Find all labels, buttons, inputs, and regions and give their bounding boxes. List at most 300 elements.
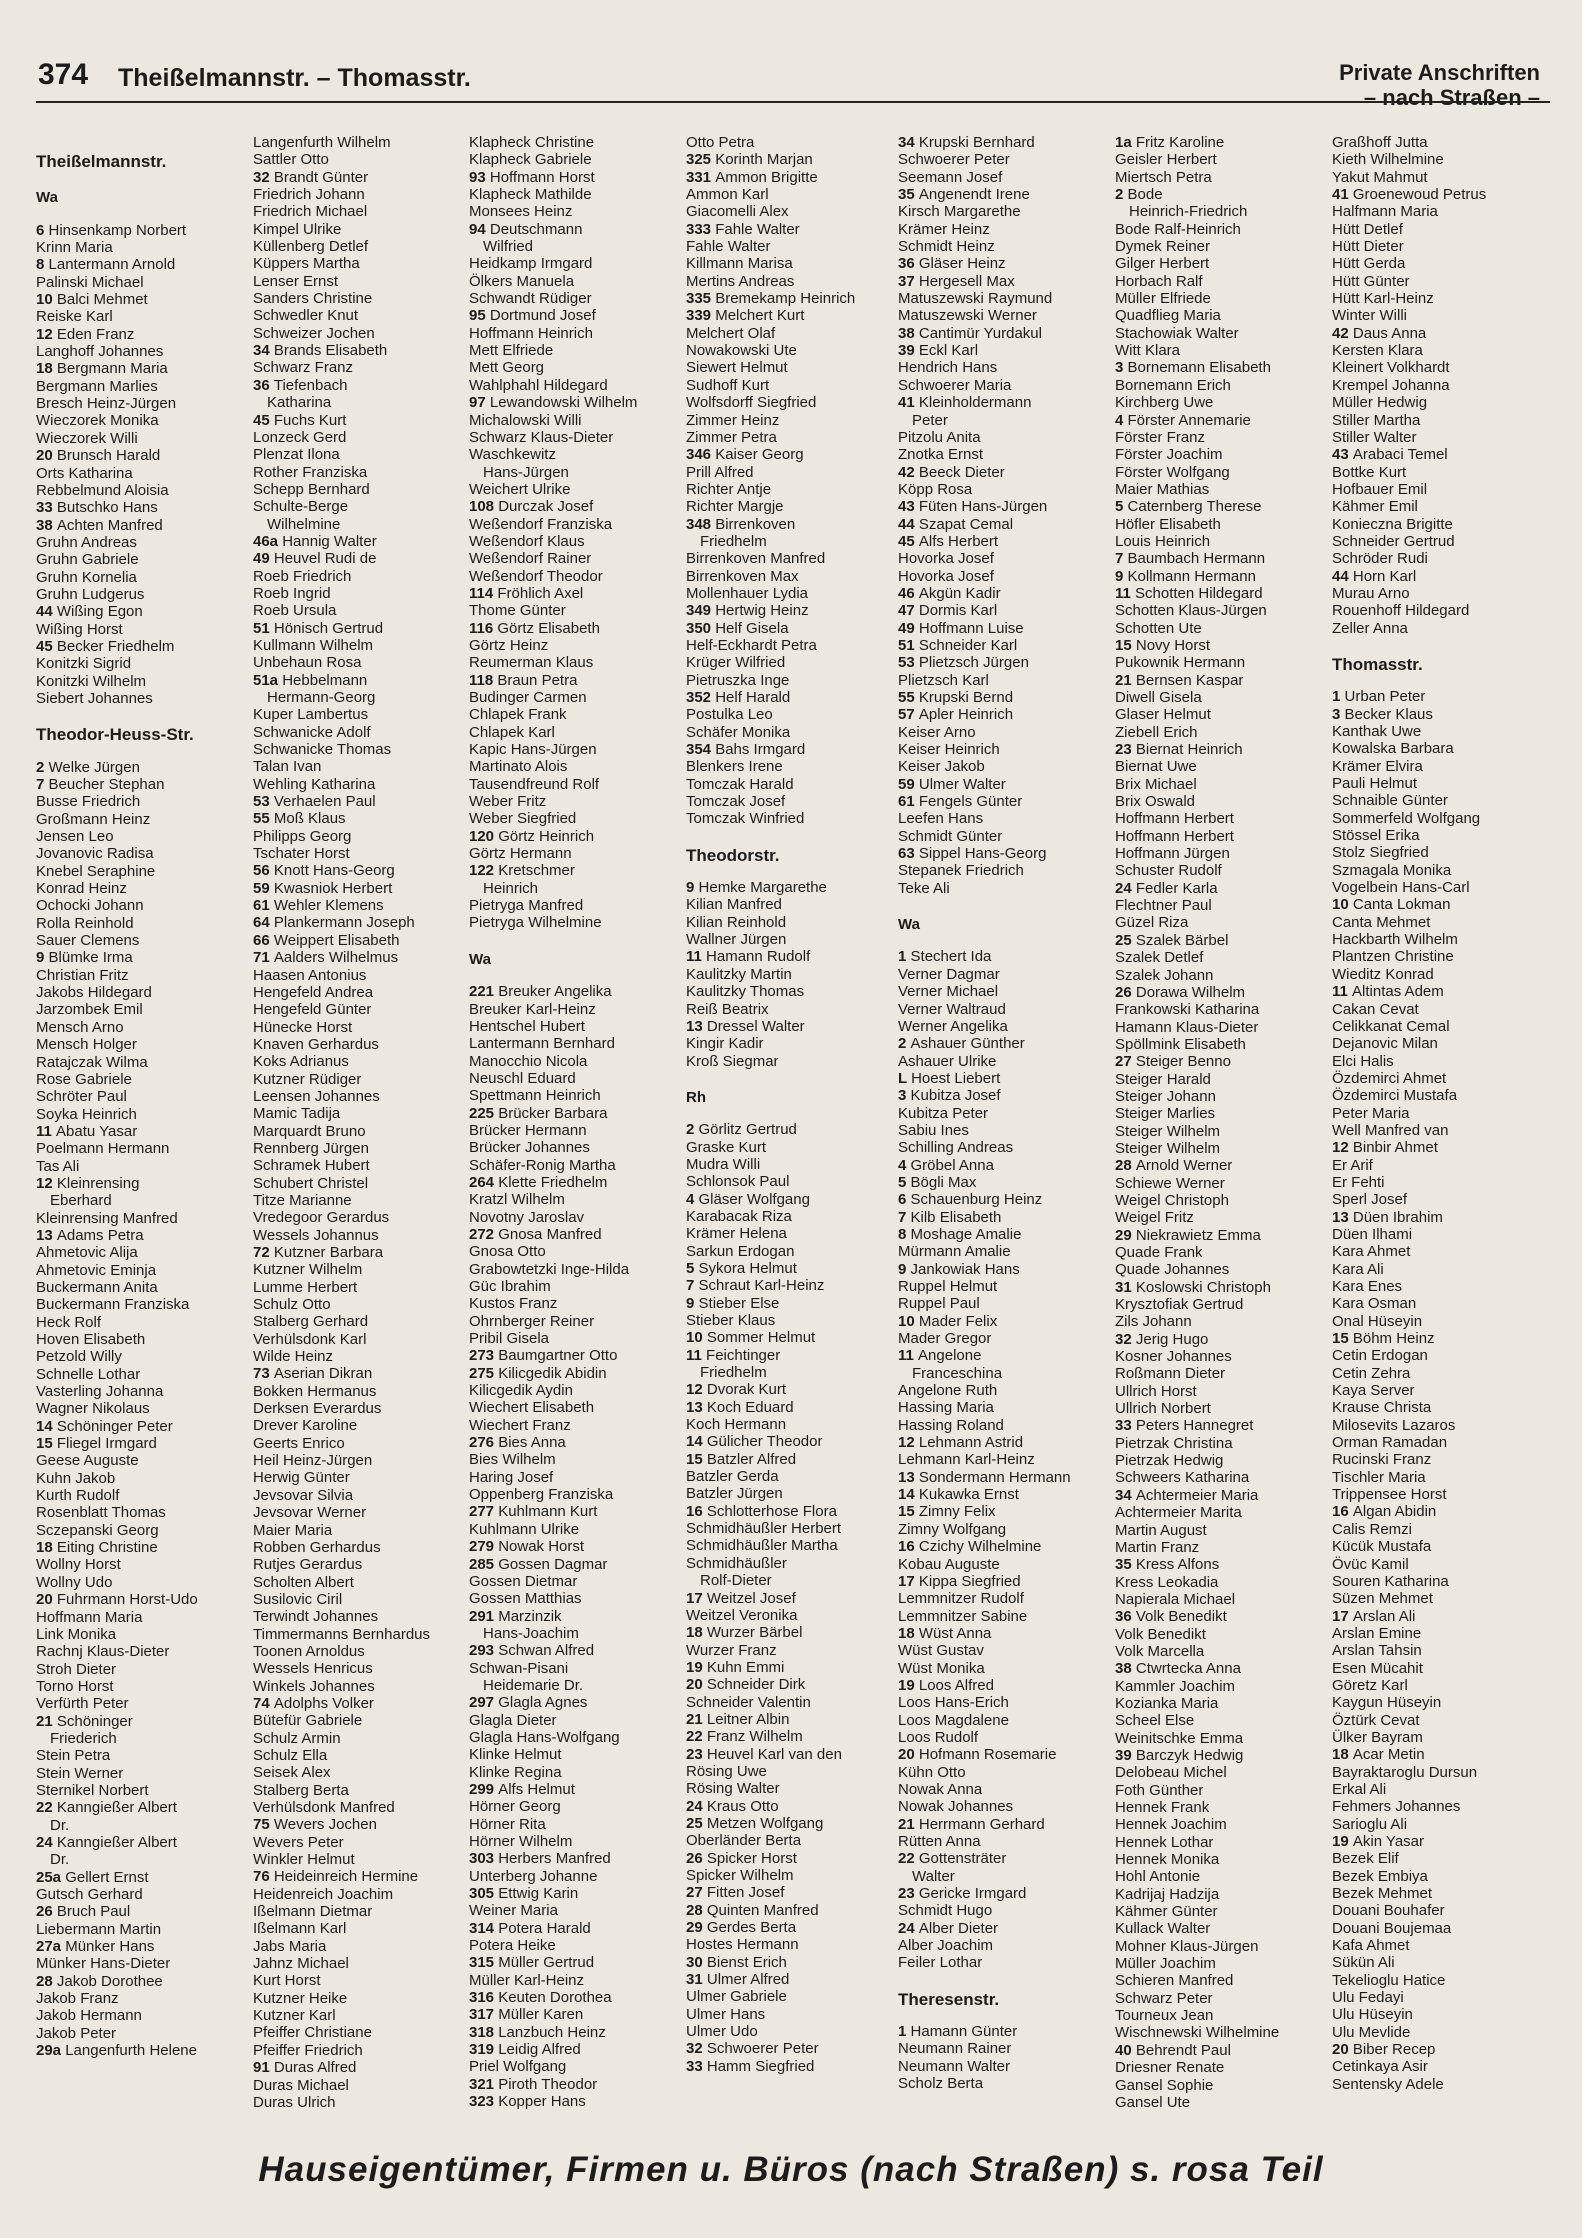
resident-name: Kanngießer Albert [56, 1833, 177, 1851]
resident-entry [1332, 1608, 1542, 1625]
resident-name: Helf Harald [715, 689, 791, 706]
resident-name: Rucinski Franz [1332, 1451, 1432, 1469]
resident-entry [1115, 932, 1325, 949]
resident-name: Lemmnitzer Rudolf [898, 1590, 1024, 1608]
resident-entry [1115, 221, 1325, 238]
resident-name: Verner Michael [898, 983, 999, 1001]
spacer [1332, 637, 1542, 652]
resident-entry [1115, 1816, 1325, 1833]
resident-name: Keiser Heinrich [898, 741, 1000, 759]
resident-name: Förster Franz [1115, 428, 1206, 446]
resident-entry [1115, 1192, 1325, 1209]
resident-name: Bruch Paul [56, 1903, 131, 1921]
resident-entry [1115, 1522, 1325, 1539]
resident-name: Arslan Emine [1332, 1624, 1422, 1642]
resident-entry [253, 1782, 463, 1799]
resident-name: Schöninger Peter [56, 1417, 173, 1435]
resident-name: Cantimür Yurdakul [918, 324, 1042, 342]
resident-name: Orts Katharina [36, 464, 133, 482]
resident-entry [36, 1383, 246, 1400]
resident-name: Chlapek Karl [469, 723, 555, 741]
resident-name: Krause Christa [1332, 1399, 1432, 1417]
resident-name: Brücker Barbara [498, 1104, 608, 1122]
resident-name: Mett Elfriede [469, 342, 554, 360]
resident-name: Driesner Renate [1115, 2059, 1225, 2077]
resident-entry [1332, 1070, 1542, 1087]
resident-name: Müller Hedwig [1332, 394, 1428, 412]
resident-name: Reiske Karl [36, 308, 113, 326]
resident-entry [686, 1555, 896, 1572]
house-number: 43 [898, 498, 919, 516]
resident-name: Weigel Christoph [1115, 1191, 1229, 1209]
resident-name: Aalders Wilhelmus [273, 949, 399, 967]
resident-name: Rose Gabriele [36, 1070, 132, 1088]
resident-entry [1332, 2058, 1542, 2075]
resident-name: Mader Felix [918, 1312, 998, 1330]
resident-entry [686, 620, 896, 637]
resident-name: Torno Horst [36, 1677, 114, 1695]
resident-name: Wieditz Konrad [1332, 965, 1434, 983]
directory-column-3 [469, 134, 679, 2111]
resident-name: Sternikel Norbert [36, 1781, 149, 1799]
resident-entry [253, 914, 463, 931]
resident-name: Zeller Anna [1332, 619, 1408, 637]
resident-entry [898, 1538, 1108, 1555]
resident-entry [469, 221, 679, 238]
resident-entry [36, 621, 246, 638]
resident-name: Konrad Heinz [36, 880, 127, 898]
resident-name: Birrenkoven [715, 515, 796, 533]
resident-name: Hofmann Rosemarie [918, 1746, 1057, 1764]
resident-entry [898, 810, 1108, 827]
resident-entry [469, 498, 679, 515]
house-number: 37 [898, 272, 919, 290]
resident-entry [469, 1382, 679, 1399]
resident-entry [253, 1504, 463, 1521]
resident-entry [36, 949, 246, 966]
directory-column-7 [1332, 134, 1542, 2093]
house-number: 317 [469, 2006, 499, 2024]
house-number: 5 [1115, 498, 1128, 516]
resident-entry [1115, 342, 1325, 359]
resident-name: Wevers Jochen [273, 1816, 377, 1834]
resident-entry [253, 1816, 463, 1833]
spacer [898, 897, 1108, 912]
resident-name: Szapat Cemal [918, 515, 1014, 533]
resident-entry [1332, 1417, 1542, 1434]
resident-entry [1115, 412, 1325, 429]
resident-name: Quade Frank [1115, 1244, 1203, 1261]
house-number: 25a [36, 1868, 66, 1886]
resident-name: Hamann Klaus-Dieter [1115, 1018, 1259, 1036]
house-number: 1 [1332, 688, 1345, 706]
resident-entry [686, 672, 896, 689]
resident-continuation [686, 1364, 896, 1381]
house-number: 25 [1115, 931, 1136, 949]
resident-entry [469, 203, 679, 220]
house-number: 13 [686, 1017, 707, 1035]
resident-entry [1115, 1886, 1325, 1903]
resident-entry [253, 602, 463, 619]
resident-entry [686, 481, 896, 498]
resident-continuation [898, 1868, 1108, 1885]
resident-name: Arnold Werner [1135, 1157, 1233, 1175]
resident-name: Barczyk Hedwig [1135, 1746, 1244, 1764]
resident-name: Schuster Rudolf [1115, 862, 1222, 880]
resident-entry [1115, 689, 1325, 706]
resident-name: Leefen Hans [898, 810, 984, 828]
resident-name: Rütten Anna [898, 1833, 981, 1850]
resident-entry [898, 2058, 1108, 2075]
resident-entry [469, 983, 679, 1000]
resident-entry [898, 307, 1108, 324]
resident-entry [36, 1626, 246, 1643]
resident-entry [686, 1815, 896, 1832]
house-number: 299 [469, 1780, 499, 1798]
resident-name: Fuhrmann Horst-Udo [56, 1591, 198, 1609]
house-number: 32 [1115, 1330, 1136, 1348]
house-number: 20 [898, 1746, 919, 1764]
resident-entry [36, 1435, 246, 1452]
resident-entry [686, 1312, 896, 1329]
resident-name: Kilicgedik Abidin [498, 1364, 607, 1382]
house-number: 5 [686, 1259, 699, 1277]
house-number: 21 [36, 1712, 57, 1730]
resident-name: Öztürk Cevat [1332, 1711, 1420, 1729]
resident-entry [469, 2076, 679, 2093]
resident-name: Foth Günther [1115, 1781, 1204, 1799]
resident-name: Kähmer Emil [1332, 498, 1418, 516]
resident-name: Kutzner Wilhelm [253, 1261, 363, 1279]
resident-entry [469, 1660, 679, 1677]
resident-entry [1115, 1123, 1325, 1140]
spacer [469, 932, 679, 947]
resident-name: Wieczorek Willi [36, 429, 138, 447]
resident-name: Weinitschke Emma [1115, 1729, 1244, 1747]
resident-entry [1115, 654, 1325, 671]
resident-entry [1115, 1920, 1325, 1937]
resident-entry [1332, 2006, 1542, 2023]
resident-name: Tschater Horst [253, 845, 350, 863]
resident-entry [253, 1938, 463, 1955]
resident-name: Jerig Hugo [1135, 1330, 1209, 1348]
resident-entry [469, 1781, 679, 1798]
house-number: 73 [253, 1365, 274, 1383]
resident-name: Lehmann Karl-Heinz [898, 1451, 1035, 1469]
resident-entry [686, 758, 896, 775]
resident-entry [253, 1071, 463, 1088]
resident-name: Tekelioglu Hatice [1332, 1971, 1446, 1989]
resident-name: Gnosa Manfred [498, 1225, 602, 1243]
resident-name: Haring Josef [469, 1468, 554, 1486]
resident-name: Durczak Josef [498, 498, 594, 516]
resident-entry [1332, 307, 1542, 324]
resident-entry [686, 1746, 896, 1763]
house-number: 34 [253, 342, 274, 360]
resident-name: Pietrzak Hedwig [1115, 1452, 1224, 1470]
resident-entry [898, 1417, 1108, 1434]
resident-name: Kara Osman [1332, 1295, 1417, 1313]
resident-name: Schweers Katharina [1115, 1469, 1250, 1487]
resident-name: Esen Mücahit [1332, 1659, 1423, 1677]
resident-entry [686, 689, 896, 706]
footer-note: Hauseigentümer, Firmen u. Büros (nach Straßen) s. rosa Teil [258, 2150, 1324, 2189]
resident-entry [36, 655, 246, 672]
resident-entry [253, 1608, 463, 1625]
resident-name: Tomczak Winfried [686, 810, 805, 828]
house-number: 8 [898, 1225, 911, 1243]
resident-entry [253, 1591, 463, 1608]
resident-name: Kippa Siegfried [918, 1572, 1021, 1590]
resident-name: Tas Ali [36, 1157, 80, 1175]
resident-entry [1332, 983, 1542, 1000]
resident-name: Schäfer Monika [686, 723, 791, 741]
resident-name: Wessels Henricus [253, 1660, 373, 1678]
resident-name: Hoffmann Jürgen [1115, 845, 1230, 863]
resident-entry [898, 186, 1108, 203]
resident-name: Szmagala Monika [1332, 861, 1452, 879]
resident-name: Pukownik Hermann [1115, 654, 1246, 672]
resident-entry [253, 1053, 463, 1070]
resident-name: Cakan Cevat [1332, 1000, 1419, 1018]
resident-entry [1115, 134, 1325, 151]
resident-name: Weigel Fritz [1115, 1209, 1194, 1227]
resident-entry [1332, 1729, 1542, 1746]
resident-name: Kleinert Volkhardt [1332, 359, 1450, 377]
resident-name: Spicker Horst [706, 1849, 797, 1867]
resident-entry [469, 342, 679, 359]
spacer [36, 707, 246, 722]
resident-name: Wiechert Franz [469, 1416, 571, 1434]
resident-entry [469, 429, 679, 446]
resident-name: Bahs Irmgard [715, 741, 806, 759]
resident-entry [898, 1087, 1108, 1104]
resident-entry [469, 1989, 679, 2006]
resident-entry [1332, 1972, 1542, 1989]
resident-name: Aserian Dikran [273, 1365, 373, 1383]
resident-entry [253, 1279, 463, 1296]
resident-name: Ullrich Horst [1115, 1382, 1197, 1400]
resident-entry [898, 689, 1108, 706]
resident-entry [686, 1936, 896, 1953]
resident-name: Weiner Maria [469, 1902, 558, 1920]
resident-name: Matuszewski Werner [898, 307, 1037, 325]
resident-name: Herrmann Gerhard [918, 1815, 1045, 1833]
house-number: 2 [898, 1035, 911, 1053]
resident-entry [469, 1295, 679, 1312]
resident-name: Küppers Martha [253, 255, 360, 273]
house-number: 18 [686, 1624, 707, 1642]
resident-name: Lantermann Bernhard [469, 1035, 615, 1053]
resident-entry [898, 1053, 1108, 1070]
resident-name: Orman Ramadan [1332, 1434, 1448, 1452]
resident-name: Konitzki Wilhelm [36, 672, 147, 690]
resident-entry [36, 1470, 246, 1487]
resident-name: Seisek Alex [253, 1764, 331, 1782]
resident-name: Graske Kurt [686, 1138, 767, 1156]
house-number: 225 [469, 1104, 499, 1122]
resident-name: Roeb Friedrich [253, 567, 352, 585]
resident-entry [469, 1157, 679, 1174]
resident-name: Baumbach Hermann [1127, 550, 1266, 568]
resident-name: Tourneux Jean [1115, 2007, 1214, 2025]
resident-entry [686, 1347, 896, 1364]
resident-name: Jovanovic Radisa [36, 845, 154, 863]
resident-name: Plenzat Ilona [253, 446, 340, 464]
resident-entry [1332, 568, 1542, 585]
resident-entry [1115, 1990, 1325, 2007]
resident-entry [686, 1659, 896, 1676]
resident-name: Tischler Maria [1332, 1468, 1426, 1486]
resident-name: Kara Ali [1332, 1260, 1384, 1278]
resident-entry [36, 256, 246, 273]
resident-entry [1115, 637, 1325, 654]
resident-name: Hennek Lothar [1115, 1833, 1214, 1851]
resident-entry [36, 863, 246, 880]
resident-name: Hostes Hermann [686, 1936, 799, 1954]
resident-name: Lonzeck Gerd [253, 428, 347, 446]
resident-entry [898, 602, 1108, 619]
street-heading: Theodor-Heuss-Str. [36, 725, 194, 744]
resident-entry [253, 1903, 463, 1920]
resident-name: Zimmer Petra [686, 428, 777, 446]
resident-name: Graßhoff Jutta [1332, 134, 1428, 151]
house-number: 20 [1332, 2041, 1353, 2059]
resident-name: Weßendorf Theodor [469, 567, 603, 585]
resident-entry [1115, 724, 1325, 741]
resident-name: Kadrijaj Hadzija [1115, 1885, 1220, 1903]
resident-name: Pitzolu Anita [898, 428, 981, 446]
resident-name: Rachnj Klaus-Dieter [36, 1643, 170, 1661]
resident-entry [1115, 602, 1325, 619]
resident-name: Schneider Valentin [686, 1693, 811, 1711]
house-number: 56 [253, 862, 274, 880]
resident-entry [469, 1278, 679, 1295]
resident-name: Nowak Horst [498, 1538, 585, 1556]
resident-entry [686, 1260, 896, 1277]
resident-entry [36, 638, 246, 655]
resident-name: Schröter Paul [36, 1088, 127, 1106]
house-number: 116 [469, 619, 498, 637]
resident-name: Beucher Stephan [48, 776, 165, 793]
resident-name: Rebbelmund Aloisia [36, 481, 169, 499]
resident-name: Rutjes Gerardus [253, 1556, 363, 1574]
resident-entry [686, 1156, 896, 1173]
resident-name: Niekrawietz Emma [1135, 1226, 1261, 1244]
resident-entry [898, 1174, 1108, 1191]
resident-name: Hermann-Georg [267, 689, 376, 706]
house-number: 46a [253, 532, 283, 550]
resident-entry [253, 2059, 463, 2076]
resident-name: Schwarz Klaus-Dieter [469, 428, 614, 446]
resident-entry [1115, 464, 1325, 481]
resident-entry [469, 255, 679, 272]
resident-entry [1115, 1157, 1325, 1174]
house-number: 38 [898, 324, 919, 342]
resident-entry [898, 134, 1108, 151]
resident-name: Verfürth Peter [36, 1695, 129, 1713]
resident-entry [686, 1295, 896, 1312]
resident-entry [469, 1434, 679, 1451]
house-number: 319 [469, 2041, 499, 2059]
district-heading: Wa [898, 916, 920, 934]
resident-entry [253, 984, 463, 1001]
house-number: 15 [36, 1435, 57, 1453]
resident-entry [686, 238, 896, 255]
resident-name: Derksen Everardus [253, 1400, 382, 1418]
resident-name: Klapheck Christine [469, 134, 595, 151]
resident-name: Ochocki Johann [36, 897, 144, 915]
resident-entry [36, 1140, 246, 1157]
resident-name: Ammon Brigitte [715, 168, 818, 186]
resident-name: Gläser Heinz [918, 255, 1006, 273]
resident-name: Bresch Heinz-Jürgen [36, 395, 177, 413]
resident-name: Özdemirci Ahmet [1332, 1069, 1447, 1087]
resident-name: Bokken Hermanus [253, 1382, 377, 1400]
resident-entry [686, 1988, 896, 2005]
resident-entry [1115, 1036, 1325, 1053]
house-number: 49 [253, 550, 274, 568]
resident-entry [469, 1746, 679, 1763]
resident-entry [36, 1071, 246, 1088]
resident-name: Weßendorf Klaus [469, 532, 585, 550]
resident-name: Lewandowski Wilhelm [489, 394, 638, 412]
resident-entry [1115, 880, 1325, 897]
resident-entry [253, 706, 463, 723]
house-number: 17 [1332, 1607, 1353, 1625]
resident-name: Dorawa Wilhelm [1135, 983, 1246, 1001]
house-number: 16 [898, 1538, 919, 1556]
resident-name: Steiger Wilhelm [1115, 1139, 1221, 1157]
resident-entry [469, 689, 679, 706]
resident-entry [253, 1140, 463, 1157]
resident-entry [253, 810, 463, 827]
resident-name: Hohl Antonie [1115, 1868, 1201, 1886]
resident-name: Zimny Wolfgang [898, 1520, 1007, 1538]
resident-name: Stachowiak Walter [1115, 324, 1239, 342]
resident-name: Lumme Herbert [253, 1278, 358, 1296]
resident-entry [469, 1573, 679, 1590]
resident-entry [36, 776, 246, 793]
resident-entry [469, 724, 679, 741]
resident-name: Kilicgedik Aydin [469, 1382, 573, 1400]
house-number: 346 [686, 446, 716, 464]
resident-entry [469, 1954, 679, 1971]
resident-entry [1332, 394, 1542, 411]
house-number: 354 [686, 741, 716, 759]
house-number: 71 [253, 949, 274, 967]
resident-entry [1115, 1105, 1325, 1122]
resident-name: Sattler Otto [253, 151, 329, 169]
resident-name: Herbers Manfred [498, 1850, 611, 1868]
resident-name: Mett Georg [469, 359, 545, 377]
resident-entry [1332, 740, 1542, 757]
resident-name: Murau Arno [1332, 584, 1410, 602]
resident-entry [686, 1121, 896, 1138]
resident-entry [898, 1278, 1108, 1295]
resident-name: Ashauer Ulrike [898, 1052, 997, 1070]
resident-entry [36, 551, 246, 568]
resident-entry [686, 377, 896, 394]
resident-name: Schilling Andreas [898, 1139, 1014, 1157]
house-number: 335 [686, 290, 716, 308]
resident-name: Gutsch Gerhard [36, 1886, 143, 1903]
resident-entry [686, 966, 896, 983]
resident-entry [1115, 741, 1325, 758]
resident-entry [1332, 1174, 1542, 1191]
resident-entry [469, 1139, 679, 1156]
resident-name: Keiser Jakob [898, 758, 985, 776]
